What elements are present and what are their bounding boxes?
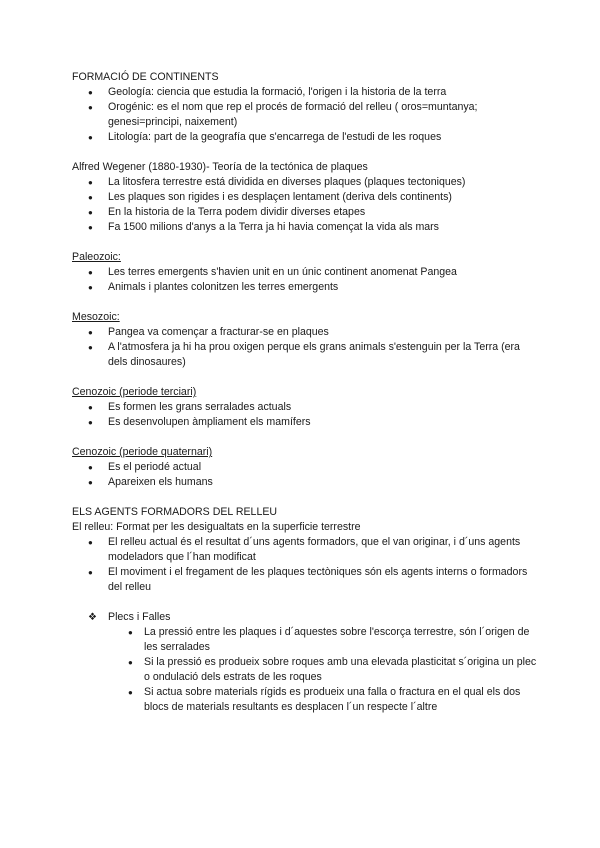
document-page [72, 70, 542, 715]
list-item: ● El moviment i el fregament de les plaques tectòniques són els agents interns o formadors del relleu [72, 565, 542, 595]
list-item: ● La litosfera terrestre está dividida en diverses plaques (plaques tectoniques) [72, 175, 542, 190]
list-item: ● En la historia de la Terra podem dividir diverses etapes [72, 205, 542, 220]
section-title-wegener: Alfred Wegener (1880-1930)- Teoría de la tectónica de plaques [72, 161, 368, 173]
list-item: ● Les plaques son rigides i es desplaçen lentament (deriva dels continents) [72, 190, 542, 205]
plecs-list [72, 625, 542, 715]
agents-list [72, 535, 542, 595]
wegener-list [72, 175, 542, 235]
list-item: ● Animals i plantes colonitzen les terres emergents [72, 280, 542, 295]
plecs-title: Plecs i Falles [108, 611, 171, 623]
section-subtitle-relleu: El relleu: Format per les desigualtats en la superficie terrestre [72, 521, 361, 533]
section-title-agents: ELS AGENTS FORMADORS DEL RELLEU [72, 506, 278, 518]
list-item: ● A l'atmosfera ja hi ha prou oxigen perque els grans animals s'estenguin per la Terra (era dels dinosaures) [72, 340, 542, 370]
section-title-cenozoic-quaternari: Cenozoic (periode quaternari) [72, 446, 213, 458]
list-item: ● Geología: ciencia que estudia la formació, l'origen i la historia de la terra [72, 85, 542, 100]
section-title-paleozoic: Paleozoic: [72, 251, 121, 263]
list-item: ● Orogénic: es el nom que rep el procés de formació del relleu ( oros=muntanya; genesi=principi, naixement) [72, 100, 542, 130]
formacio-list [72, 85, 542, 145]
paleozoic-list [72, 265, 542, 295]
list-item: ● Pangea va començar a fracturar-se en plaques [72, 325, 542, 340]
list-item: ● Si la pressió es produeix sobre roques amb una elevada plasticitat s´origina un plec o ondulació dels estrats de les roques [72, 655, 542, 685]
list-item: ● Litología: part de la geografía que s'encarrega de l'estudi de les roques [72, 130, 542, 145]
diamond-bullet-icon: ❖ [88, 612, 97, 623]
section-title-cenozoic-terciari: Cenozoic (periode terciari) [72, 386, 197, 398]
terciari-list [72, 400, 542, 430]
list-item: ● Es desenvolupen àmpliament els mamífers [72, 415, 542, 430]
list-item: ● El relleu actual és el resultat d´uns agents formadors, que el van originar, i d´uns agents modeladors que l´han modificat [72, 535, 542, 565]
plecs-heading [72, 610, 542, 625]
list-item: ● Apareixen els humans [72, 475, 542, 490]
list-item: ● Si actua sobre materials rígids es produeix una falla o fractura en el qual els dos blocs de materials resultants es desplacen l´un respecte l´altre [72, 685, 542, 715]
quaternari-list [72, 460, 542, 490]
list-item: ● Es formen les grans serralades actuals [72, 400, 542, 415]
section-title-formacio: FORMACIÓ DE CONTINENTS [72, 71, 219, 83]
list-item: ● Es el periodé actual [72, 460, 542, 475]
list-item: ● Les terres emergents s'havien unit en un únic continent anomenat Pangea [72, 265, 542, 280]
list-item: ● Fa 1500 milions d'anys a la Terra ja hi havia començat la vida als mars [72, 220, 542, 235]
list-item: ● La pressió entre les plaques i d´aquestes sobre l'escorça terrestre, són l´origen de les serralades [72, 625, 542, 655]
mesozoic-list [72, 325, 542, 370]
section-title-mesozoic: Mesozoic: [72, 311, 120, 323]
